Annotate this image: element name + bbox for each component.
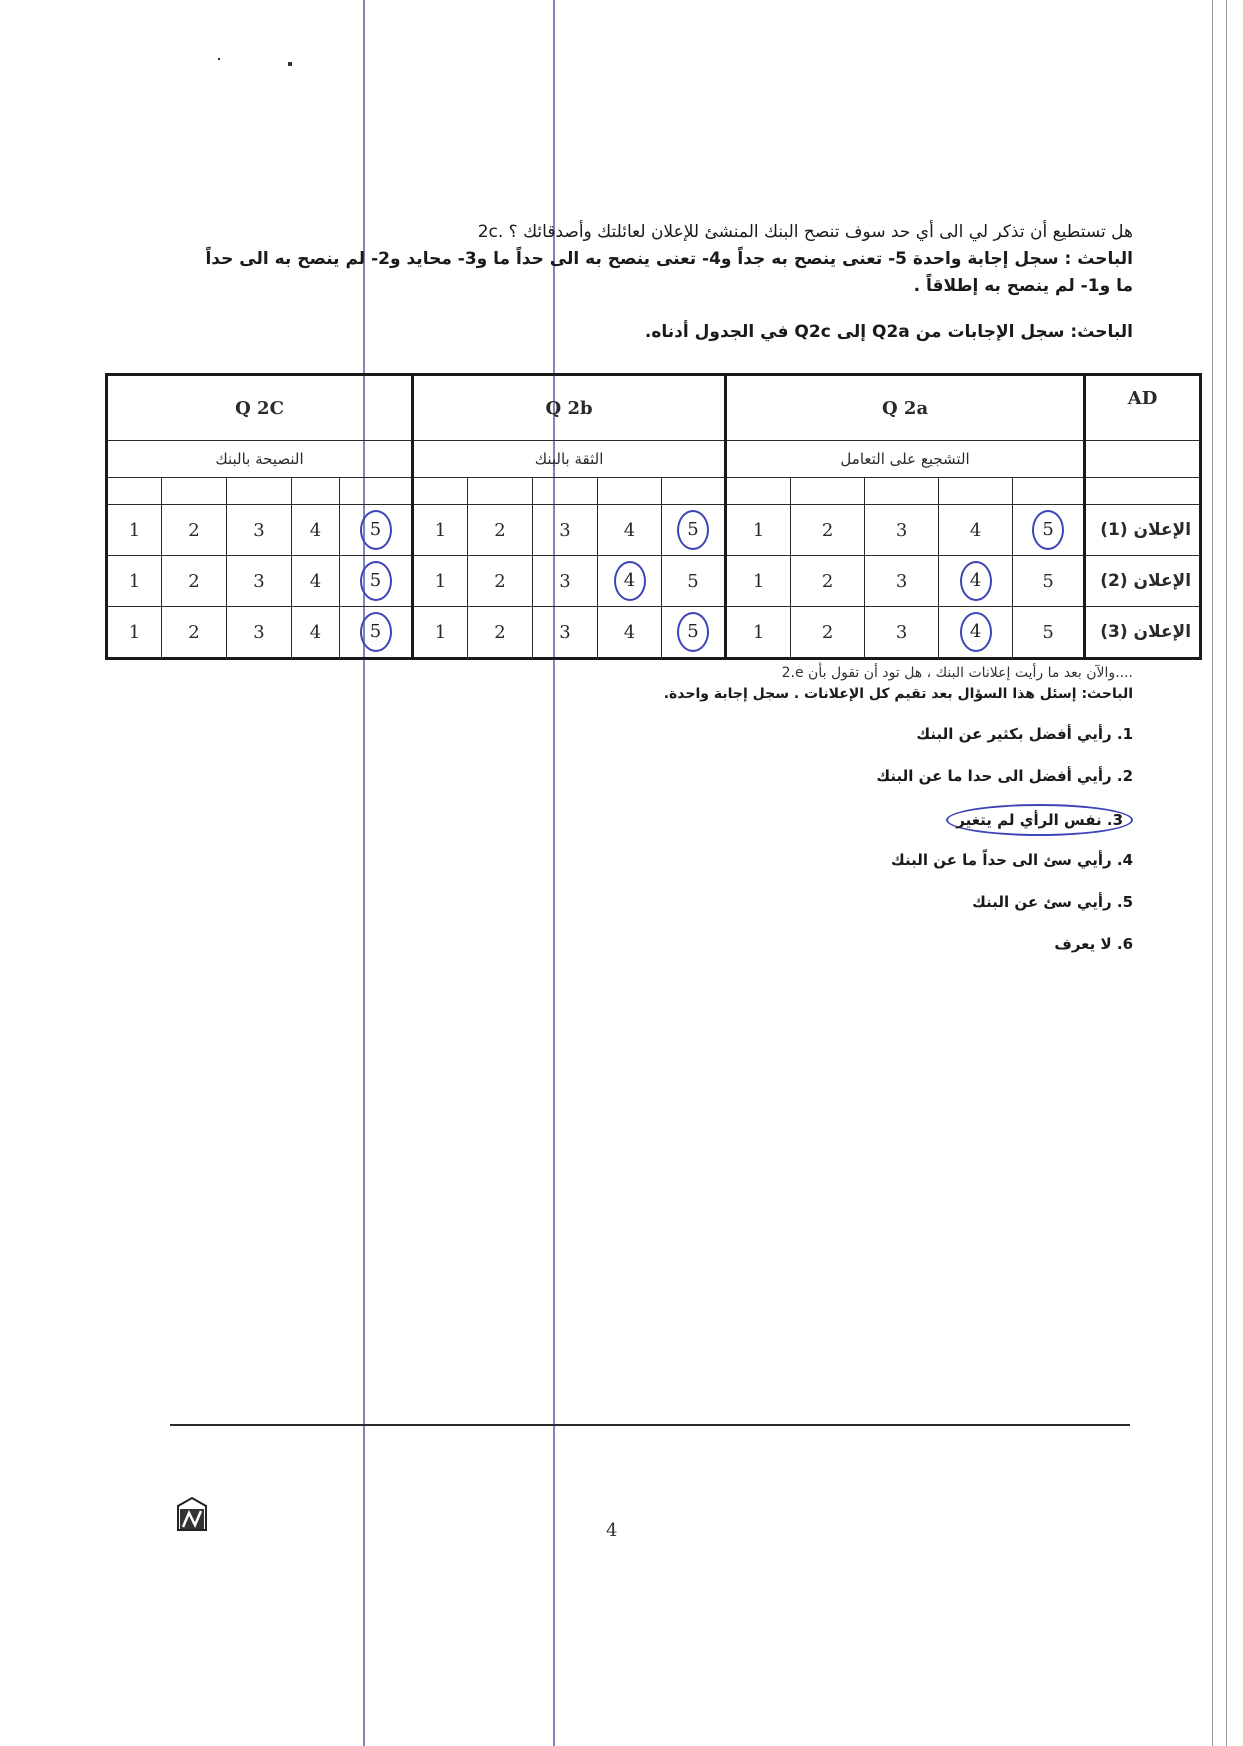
- ad-row-label: الإعلان (3): [1085, 607, 1201, 659]
- q2e-question: 2.e والآن بعد ما رأيت إعلانات البنك ، هل تود أن تقول بأن....: [781, 665, 1133, 681]
- circled-answer: 5: [360, 612, 392, 652]
- circled-answer: 5: [677, 510, 709, 550]
- spacer-cell: [227, 478, 292, 505]
- q2e-option[interactable]: [633, 804, 1133, 846]
- spacer-cell: [791, 478, 865, 505]
- q2e-option[interactable]: 5. رأيي سئ عن البنك: [972, 893, 1133, 911]
- table-row: [107, 607, 1201, 659]
- scale-cell-q2a-5[interactable]: [1013, 505, 1085, 556]
- footer-logo: [176, 1497, 208, 1533]
- table-body: [107, 505, 1201, 659]
- circled-answer: 4: [960, 561, 992, 601]
- group-label-q2c: النصيحة بالبنك: [107, 441, 413, 478]
- scale-cell-q2c-4[interactable]: 4: [292, 607, 340, 659]
- scale-cell-q2a-4[interactable]: [939, 556, 1013, 607]
- scale-cell-q2b-5[interactable]: [662, 505, 726, 556]
- q2e-option[interactable]: 1. رأيي أفضل بكثير عن البنك: [916, 725, 1133, 743]
- scale-cell-q2c-4[interactable]: 4: [292, 505, 340, 556]
- scale-cell-q2a-2[interactable]: 2: [791, 505, 865, 556]
- circled-answer: 4: [960, 612, 992, 652]
- scale-cell-q2c-3[interactable]: 3: [227, 556, 292, 607]
- scale-cell-q2c-5[interactable]: [340, 556, 413, 607]
- circled-answer: 5: [360, 510, 392, 550]
- logo-icon: [176, 1497, 208, 1533]
- scale-cell-q2b-5[interactable]: 5: [662, 556, 726, 607]
- scale-cell-q2b-4[interactable]: 4: [598, 607, 662, 659]
- q2e-option[interactable]: 2. رأيي أفضل الى حدا ما عن البنك: [876, 767, 1133, 785]
- group-label-q2b: الثقة بالبنك: [413, 441, 726, 478]
- q2c-question: 2c. هل تستطيع أن تذكر لي الى أي حد سوف تنصح البنك المنشئ للإعلان لعائلتك وأصدقائك ؟: [477, 222, 1133, 242]
- scale-cell-q2b-2[interactable]: 2: [468, 556, 533, 607]
- scale-cell-q2b-3[interactable]: 3: [533, 505, 598, 556]
- spacer-row: [107, 478, 1201, 505]
- scale-cell-q2a-4[interactable]: [939, 607, 1013, 659]
- scale-cell-q2c-1[interactable]: 1: [107, 607, 162, 659]
- scale-cell-q2a-1[interactable]: 1: [726, 505, 791, 556]
- group-code-q2c: Q 2C: [107, 375, 413, 441]
- spacer-cell: [598, 478, 662, 505]
- spacer-cell: [107, 478, 162, 505]
- scale-cell-q2b-1[interactable]: 1: [413, 556, 468, 607]
- footer-rule: [170, 1424, 1130, 1426]
- spacer-cell: [292, 478, 340, 505]
- scale-cell-q2b-4[interactable]: [598, 556, 662, 607]
- q2e-instruction: الباحث: إسئل هذا السؤال بعد تقيم كل الإعلانات . سجل إجابة واحدة.: [663, 686, 1133, 702]
- q2e-option[interactable]: 6. لا يعرف: [1054, 935, 1133, 953]
- circled-answer: 5: [677, 612, 709, 652]
- page-number: 4: [606, 1520, 618, 1541]
- group-label-q2a: التشجيع على التعامل: [726, 441, 1085, 478]
- scale-cell-q2c-1[interactable]: 1: [107, 556, 162, 607]
- scale-cell-q2a-3[interactable]: 3: [865, 607, 939, 659]
- circled-answer: 5: [1032, 510, 1064, 550]
- scale-cell-q2b-3[interactable]: 3: [533, 607, 598, 659]
- spacer-cell: [1085, 478, 1201, 505]
- scan-speck: [218, 58, 220, 60]
- group-code-q2a: Q 2a: [726, 375, 1085, 441]
- spacer-cell: [865, 478, 939, 505]
- spacer-cell: [726, 478, 791, 505]
- scale-cell-q2a-3[interactable]: 3: [865, 556, 939, 607]
- scale-cell-q2c-5[interactable]: [340, 607, 413, 659]
- scale-cell-q2c-5[interactable]: [340, 505, 413, 556]
- table-row: [107, 505, 1201, 556]
- record-note: الباحث: سجل الإجابات من Q2a إلى Q2c في الجدول أدناه.: [644, 322, 1133, 342]
- spacer-cell: [162, 478, 227, 505]
- scale-cell-q2c-3[interactable]: 3: [227, 505, 292, 556]
- ad-row-label: الإعلان (1): [1085, 505, 1201, 556]
- page-edge-line: [1212, 0, 1213, 1746]
- scale-cell-q2c-3[interactable]: 3: [227, 607, 292, 659]
- page-edge-line: [1226, 0, 1227, 1746]
- group-code-q2b: Q 2b: [413, 375, 726, 441]
- spacer-cell: [939, 478, 1013, 505]
- scale-cell-q2a-5[interactable]: 5: [1013, 607, 1085, 659]
- answers-table: [105, 373, 1202, 660]
- spacer-cell: [662, 478, 726, 505]
- scale-cell-q2c-2[interactable]: 2: [162, 505, 227, 556]
- spacer-cell: [340, 478, 413, 505]
- scan-speck: [288, 62, 292, 66]
- q2e-options-list: [633, 720, 1133, 972]
- q2c-instruction: الباحث : سجل إجابة واحدة 5- تعنى ينصح به جداً و4- تعنى ينصح به الى حداً ما و3- محايد و2- لم ينصح به الى حداً ما و1- لم ينصح به إطلاقاً .: [205, 249, 1133, 296]
- q2e-option[interactable]: 4. رأيي سئ الى حداً ما عن البنك: [891, 851, 1133, 869]
- scale-cell-q2b-4[interactable]: 4: [598, 505, 662, 556]
- circled-answer: 5: [360, 561, 392, 601]
- scale-cell-q2c-1[interactable]: 1: [107, 505, 162, 556]
- scale-cell-q2c-2[interactable]: 2: [162, 556, 227, 607]
- scale-cell-q2c-2[interactable]: 2: [162, 607, 227, 659]
- scale-cell-q2a-4[interactable]: 4: [939, 505, 1013, 556]
- scale-cell-q2c-4[interactable]: 4: [292, 556, 340, 607]
- circled-option: 3. نفس الرأي لم يتغير: [946, 804, 1133, 836]
- spacer-cell: [413, 478, 468, 505]
- spacer-cell: [468, 478, 533, 505]
- scale-cell-q2a-1[interactable]: 1: [726, 607, 791, 659]
- scale-cell-q2b-2[interactable]: 2: [468, 607, 533, 659]
- scale-cell-q2a-2[interactable]: 2: [791, 607, 865, 659]
- spacer-cell: [1013, 478, 1085, 505]
- scale-cell-q2b-1[interactable]: 1: [413, 607, 468, 659]
- scale-cell-q2b-5[interactable]: [662, 607, 726, 659]
- spacer-cell: [533, 478, 598, 505]
- scale-cell-q2b-2[interactable]: 2: [468, 505, 533, 556]
- ad-subheader-cell: [1085, 441, 1201, 478]
- circled-answer: 4: [614, 561, 646, 601]
- scale-cell-q2a-5[interactable]: 5: [1013, 556, 1085, 607]
- scale-cell-q2b-1[interactable]: 1: [413, 505, 468, 556]
- scale-cell-q2a-1[interactable]: 1: [726, 556, 791, 607]
- scale-cell-q2a-3[interactable]: 3: [865, 505, 939, 556]
- ad-row-label: الإعلان (2): [1085, 556, 1201, 607]
- table-row: [107, 556, 1201, 607]
- scale-cell-q2b-3[interactable]: 3: [533, 556, 598, 607]
- ad-header: AD: [1085, 375, 1201, 441]
- scale-cell-q2a-2[interactable]: 2: [791, 556, 865, 607]
